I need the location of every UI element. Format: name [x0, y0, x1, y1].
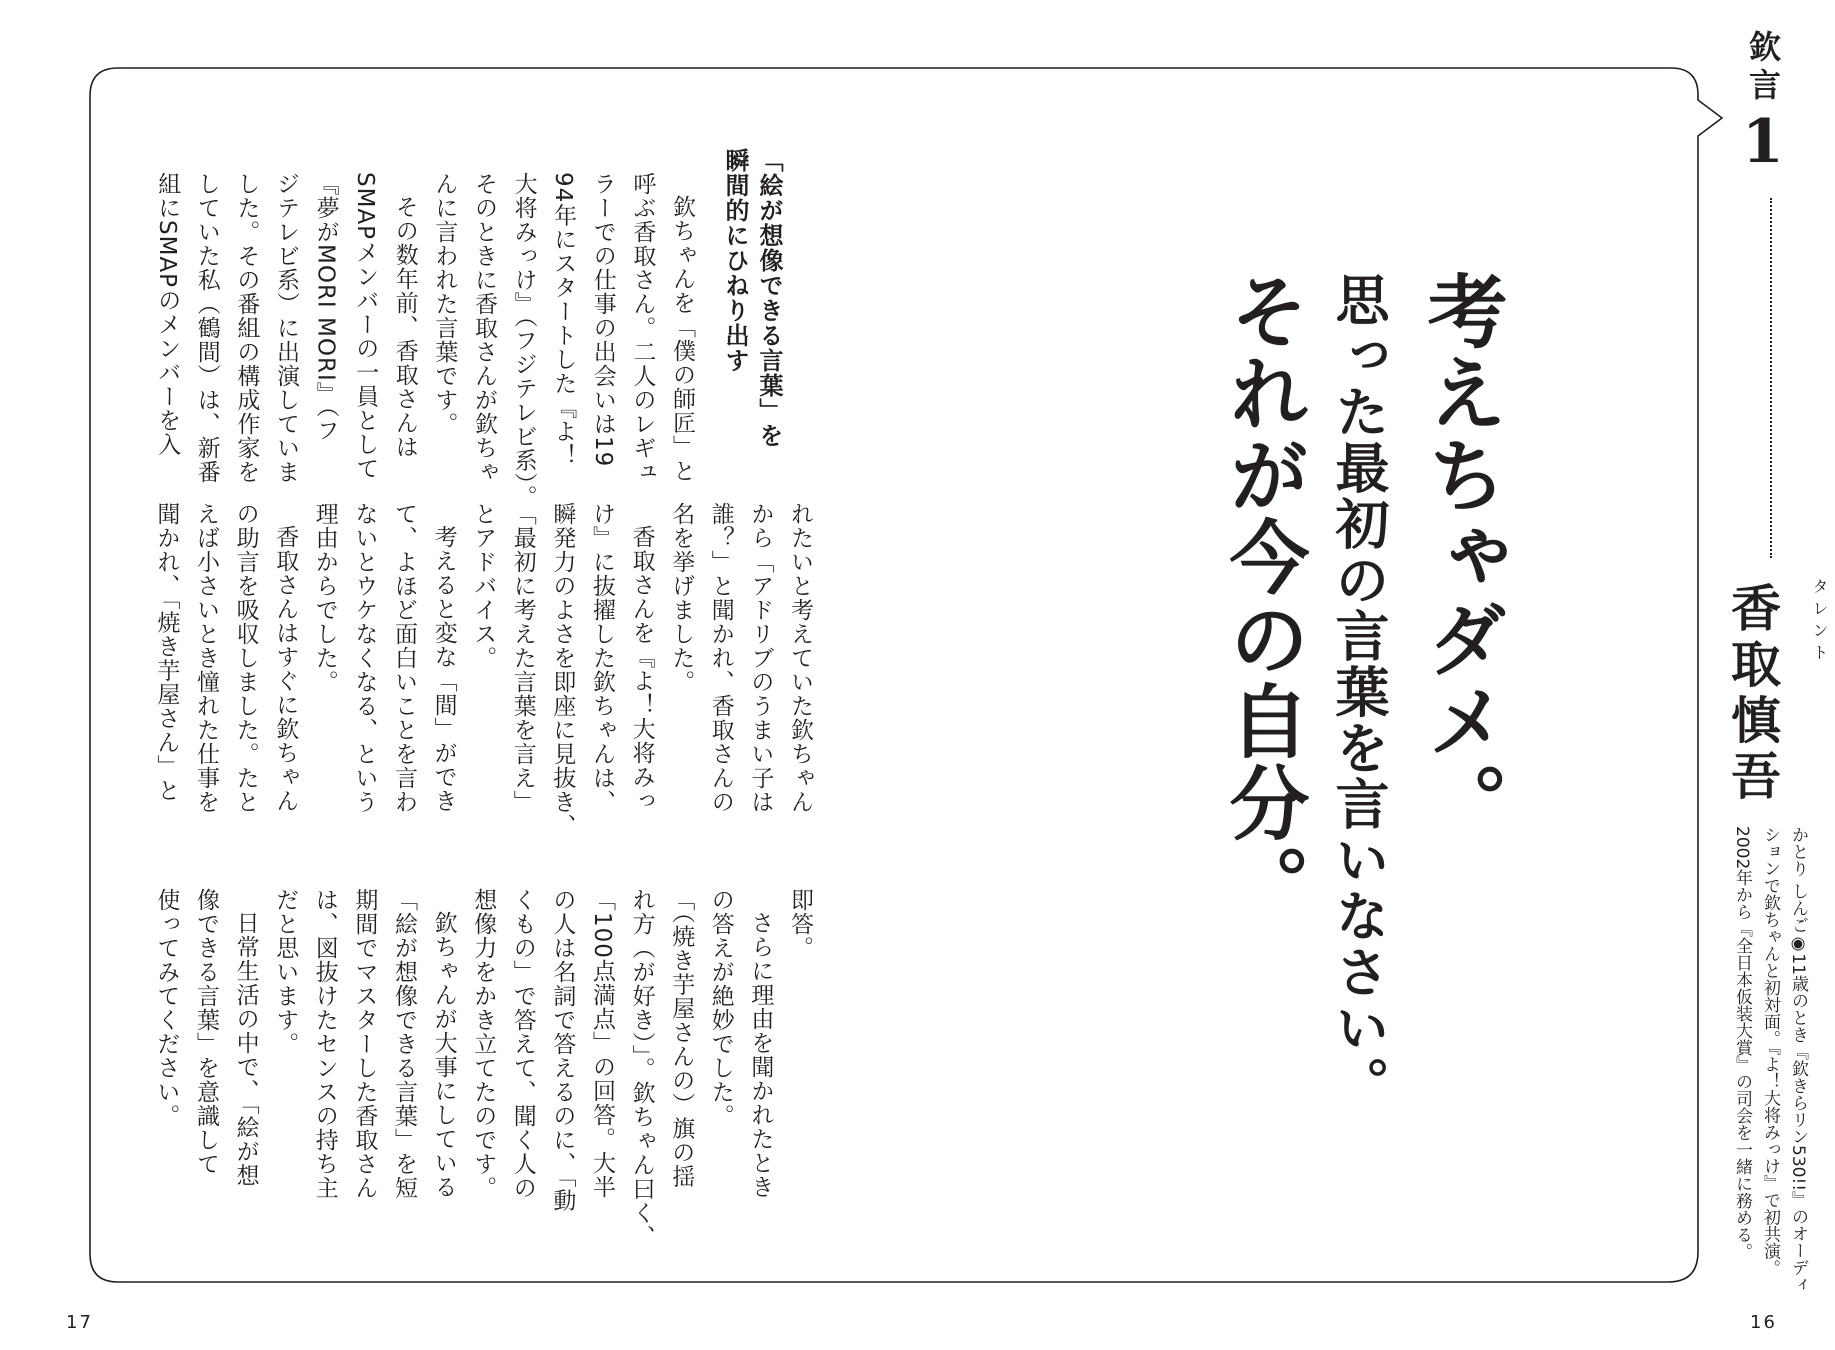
profile-line: かとり しんご◉11歳のとき『欽きらリン530!!』のオーディ	[1788, 826, 1808, 1294]
body-line: れたいと考えていた欽ちゃん	[787, 502, 813, 814]
body-line: の助言を吸収しました。たと	[232, 502, 259, 814]
body-line: 「（焼き芋屋さんの）旗の揺	[668, 888, 695, 1189]
body-line: 呼ぶ香取さん。二人のレギュ	[629, 172, 656, 484]
headline-line-3: それが今の自分。	[1216, 270, 1309, 926]
page-number-right: 16	[1750, 1312, 1777, 1333]
body-line: んに言われた言葉です。	[431, 172, 458, 436]
body-line: 考えると変な「間」ができ	[430, 525, 457, 813]
body-line: さらに理由を聞かれたとき	[747, 911, 774, 1199]
body-line: 期間でマスターした香取さん	[351, 888, 378, 1200]
body-line: だと思います。	[272, 888, 299, 1056]
body-line: 聞かれ、「焼き芋屋さん」と	[153, 502, 180, 803]
body-line: から「アドリブのうまい子は	[747, 502, 774, 814]
body-line: 使ってみてください。	[153, 888, 180, 1128]
body-line: 像できる言葉」を意識して	[193, 888, 219, 1176]
body-line: 瞬発力のよさを即座に見抜き、	[549, 502, 576, 838]
person-role: タレント	[1810, 578, 1829, 666]
body-line: 香取さんはすぐに欽ちゃん	[272, 525, 299, 813]
body-line: 94年にスタートした『よ！	[550, 172, 577, 468]
chapter-number: 1	[1742, 107, 1784, 177]
profile-line: ションで欽ちゃんと初対面。『よ！大将みっけ』で初共演。	[1760, 826, 1780, 1277]
body-line: 即答。	[787, 888, 813, 960]
headline-line-1: 考えちゃダメ。	[1414, 270, 1507, 844]
profile-line: 2002年から『全日本仮装大賞』の司会を一緒に務める。	[1732, 826, 1752, 1261]
body-line: の人は名詞で答えるのに、「動	[549, 888, 576, 1213]
headline-line-2: 思った最初の言葉を言いなさい。	[1327, 272, 1390, 1112]
body-line: 名を挙げました。	[668, 502, 695, 694]
body-line: ラーでの仕事の出会いは19	[589, 172, 616, 468]
body-line: て、よほど面白いことを言わ	[391, 502, 417, 814]
dotted-rule	[1770, 198, 1772, 558]
body-line: ジテレビ系）に出演していま	[273, 172, 299, 484]
body-line: SMAPメンバーの一員として	[352, 172, 379, 481]
body-line: そのときに香取さんが欽ちゃ	[471, 172, 497, 484]
body-line: 大将みっけ』（フジテレビ系）。	[510, 172, 537, 509]
body-line: 組にSMAPのメンバーを入	[154, 172, 181, 457]
person-name: 香取慎吾	[1723, 582, 1781, 806]
body-line: 日常生活の中で、「絵が想	[232, 911, 259, 1188]
body-line: した。その番組の構成作家を	[233, 172, 260, 484]
body-line: えば小さいとき憧れた仕事を	[193, 502, 219, 814]
body-line: の答えが絶妙でした。	[707, 888, 734, 1128]
body-line: 欽ちゃんが大事にしている	[430, 911, 457, 1199]
body-line: 「最初に考えた言葉を言え」	[509, 502, 536, 814]
body-line: その数年前、香取さんは	[391, 195, 418, 459]
body-line: 『夢がMORI MORI』（フ	[312, 172, 339, 443]
body-line: 欽ちゃんを「僕の師匠」と	[669, 195, 695, 483]
page-number-left: 17	[66, 1312, 93, 1333]
body-line: 香取さんを『よ！大将みっ	[628, 525, 655, 813]
chapter-label: 欽言	[1744, 30, 1782, 106]
lead-line: 瞬間的にひねり出す	[721, 148, 749, 373]
body-line: れ方（が好き）」。欽ちゃん曰く、	[628, 888, 655, 1249]
body-line: くもの」で答えて、聞く人の	[509, 888, 536, 1200]
body-line: とアドバイス。	[470, 502, 497, 670]
body-line: け』に抜擢した欽ちゃんは、	[589, 502, 615, 814]
lead-line: 「絵が想像できる言葉」を	[755, 148, 783, 448]
body-line: していた私（鶴間）は、新番	[193, 172, 220, 484]
body-line: 想像力をかき立てたのです。	[470, 888, 497, 1200]
body-line: 理由からでした。	[311, 502, 338, 694]
body-line: 「100点満点」の回答。大半	[589, 888, 615, 1199]
body-line: は、図抜けたセンスの持ち主	[311, 888, 338, 1200]
body-line: 「絵が想像できる言葉」を短	[391, 888, 417, 1200]
body-line: 誰？」と聞かれ、香取さんの	[707, 502, 734, 814]
body-line: ないとウケなくなる、という	[351, 502, 378, 814]
